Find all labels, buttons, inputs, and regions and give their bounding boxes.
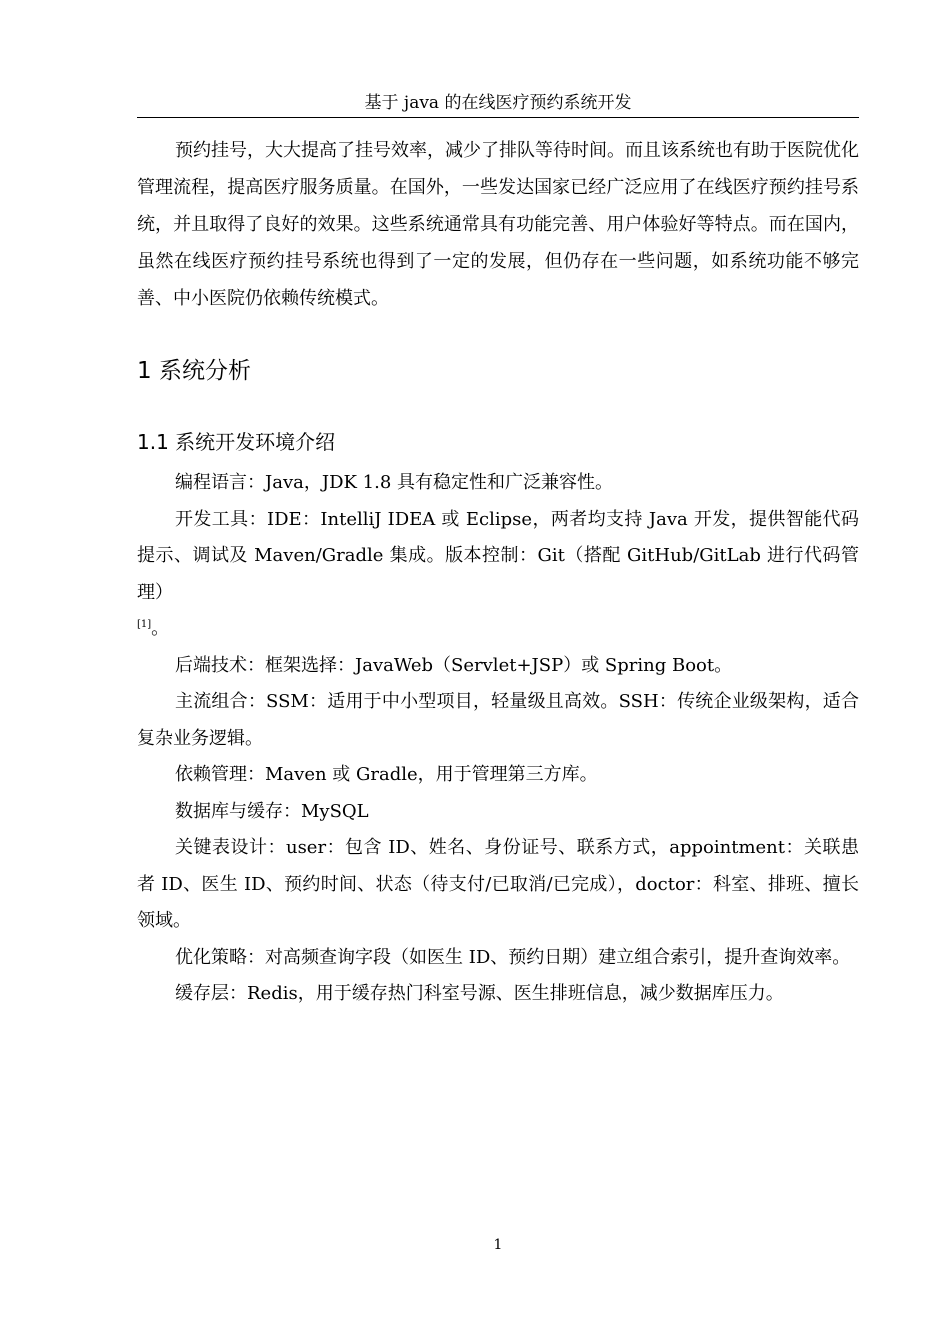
item-dependency: 依赖管理：Maven 或 Gradle，用于管理第三方库。: [175, 764, 598, 785]
citation-tail: 。: [151, 618, 170, 639]
intro-paragraph: 预约挂号，大大提高了挂号效率，减少了排队等待时间。而且该系统也有助于医院优化管理流程，提高医疗服务质量。在国外，一些发达国家已经广泛应用了在线医疗预约挂号系统，并且取得了良好的效果。这些系统通常具有功能完善、用户体验好等特点。而在国内，虽然在线医疗预约挂号系统也得到了一定的发展，但仍存在一些问题，如系统功能不够完善、中小医院仍依赖传统模式。: [137, 140, 859, 309]
citation-ref: [1]: [137, 619, 152, 630]
page-body: [137, 132, 859, 1013]
item-dev-tools: [137, 502, 859, 648]
item-table-design: 关键表设计：user：包含 ID、姓名、身份证号、联系方式，appointment：关联患者 ID、医生 ID、预约时间、状态（待支付/已取消/已完成），doctor：科室、排班、擅长领域。: [137, 837, 859, 931]
item-language: 编程语言：Java，JDK 1.8 具有稳定性和广泛兼容性。: [175, 472, 614, 493]
section-heading: 1 系统分析: [137, 358, 251, 384]
item-cache: 缓存层：Redis，用于缓存热门科室号源、医生排班信息，减少数据库压力。: [175, 983, 784, 1004]
item-optimization: 优化策略：对高频查询字段（如医生 ID、预约日期）建立组合索引，提升查询效率。: [175, 946, 851, 968]
page-number: 1: [493, 1237, 503, 1253]
item-database: 数据库与缓存：MySQL: [175, 800, 369, 822]
running-header: 基于 java 的在线医疗预约系统开发: [364, 93, 632, 113]
subsection-heading: 1.1 系统开发环境介绍: [137, 430, 336, 454]
header-rule: [137, 117, 859, 118]
item-combination: 主流组合：SSM：适用于中小型项目，轻量级且高效。SSH：传统企业级架构，适合复杂业务逻辑。: [137, 691, 859, 749]
item-dev-tools-text: 开发工具：IDE：IntelliJ IDEA 或 Eclipse，两者均支持 Java 开发，提供智能代码提示、调试及 Maven/Gradle 集成。版本控制：Git（搭配 GitHub/GitLab 进行代码管理）: [137, 508, 859, 603]
item-backend: 后端技术：框架选择：JavaWeb（Servlet+JSP）或 Spring Boot。: [175, 654, 733, 676]
